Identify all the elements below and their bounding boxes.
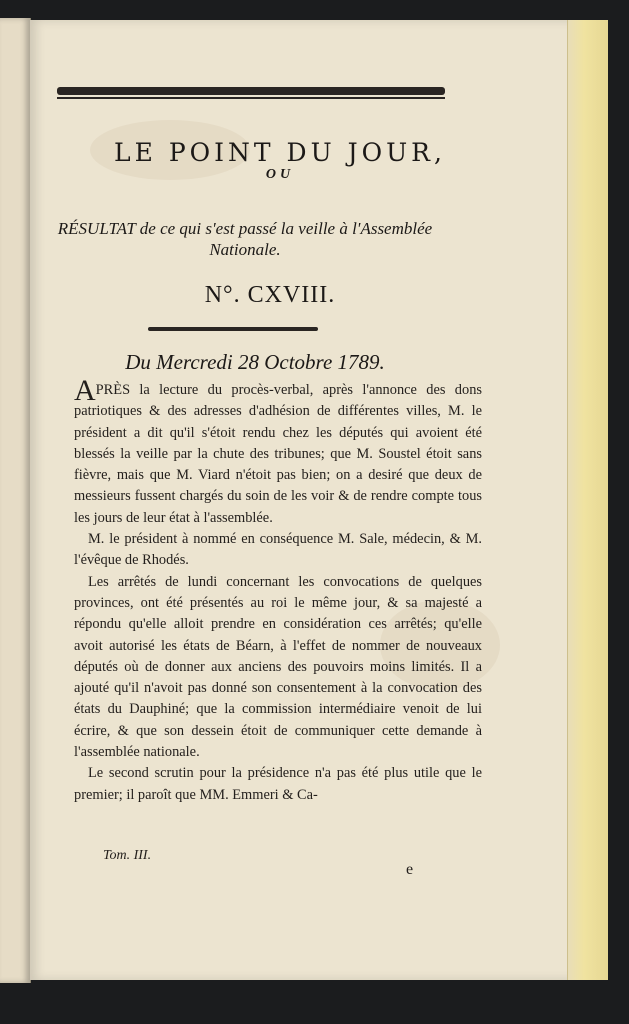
paragraph-3: Les arrêtés de lundi concernant les convocations de quelques provinces, ont été présentés au roi le même jour, & sa majesté a répondu qu'elle alloit prendre en considération ces arrêtés; qu'elle avoit autorisé les états de Béarn, à l'effet de nommer de nouveaux députés où de donner aux anciens des pouvoirs moins limités. Il a ajouté qu'il n'avoit pas donné son consentement à la convocation des états du Dauphiné; que la commission intermédiaire venoit de lui écrire, & que son dessein étoit de communiquer cette demande à l'assemblée nationale. [74,573,482,761]
masthead-conjunction: OU [265,167,295,182]
issue-number: N°. CXVIII. [204,282,336,308]
drop-cap: A [74,374,96,407]
volume-marker: Tom. III. [103,848,152,863]
paragraph-4: Le second scrutin pour la présidence n'a pas été plus utile que le premier; il paroît que MM. Emmeri & Ca- [74,765,482,803]
middle-rule [148,327,318,331]
masthead-title: LE POINT DU JOUR, [114,138,446,167]
page-stack-edge [567,20,608,980]
masthead-subtitle: RÉSULTAT de ce qui s'est passé la veille à l'Assemblée Nationale. [57,219,433,259]
paragraph-2: M. le président à nommé en conséquence M. Sale, médecin, & M. l'évêque de Rhodés. [74,531,482,569]
dateline: Du Mercredi 28 Octobre 1789. [125,350,385,374]
top-ornamental-rule [57,87,445,95]
article-body [74,374,482,806]
left-page-edge [0,18,31,983]
paragraph-1-text: PRÈS la lecture du procès-verbal, après l'annonce des dons patriotiques & des adresses d'adhésion de différentes villes, M. le président a dit qu'il s'étoit rendu chez les députés qui avoient été blessés la veille par la chute des tribunes; que M. Soustel étoit sans fièvre, mais que M. Viard n'étoit pas bien; on a desiré que deux de messieurs fussent chargés du soin de les voir & de rendre compte tous les jours de leur état à l'assemblée. [74,382,482,526]
paragraph-1 [74,374,482,529]
signature-mark: e [406,861,414,878]
